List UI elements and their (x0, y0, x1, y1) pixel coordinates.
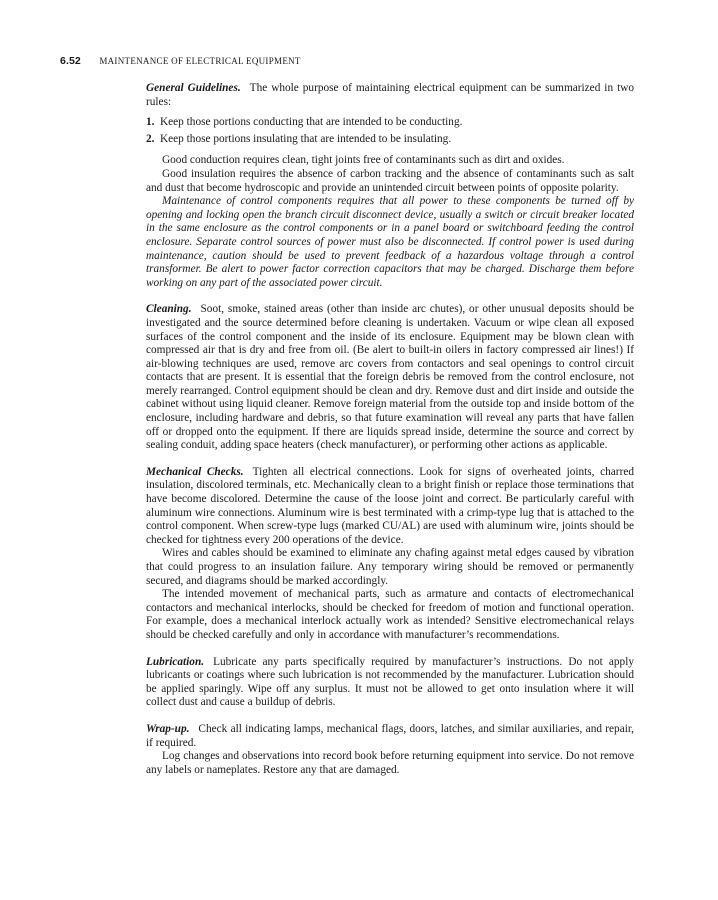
rule-number: 2. (146, 132, 155, 145)
rule-item (146, 116, 634, 130)
conduction-paragraph: Good conduction requires clean, tight joints free of contaminants such as dirt and oxides. (162, 154, 565, 167)
page-number: 6.52 (60, 55, 81, 67)
insulation-paragraph: Good insulation requires the absence of carbon tracking and the absence of contaminants such as salt and dust that become hydroscopic and provide an unintended circuit between points of opposite polarity. (146, 167, 634, 194)
page-body (146, 82, 634, 777)
section-wrap-up (146, 723, 634, 777)
section-cleaning (146, 303, 634, 453)
section-mechanical-checks (146, 466, 634, 643)
section-heading-lubrication: Lubrication. (146, 655, 205, 668)
safety-warning-paragraph: Maintenance of control components requires that all power to these components be turned off by opening and locking open the branch circuit disconnect device, usually a switch or circuit breaker located in the same enclosure as the control components or in a panel board or switchboard feeding the control enclosure. Separate control sources of power must also be disconnected. If control power is used during maintenance, caution should be used to prevent feedback of a hazardous voltage through a control transformer. Be alert to power factor correction capacitors that may be charged. Discharge them before working on any part of the associated power circuit. (146, 195, 634, 289)
rule-item (146, 133, 634, 147)
section-heading-cleaning: Cleaning. (146, 303, 192, 316)
wrapup-paragraph-1 (146, 723, 634, 750)
cleaning-text: Soot, smoke, stained areas (other than inside arc chutes), or other unusual deposits should be investigated and the source determined before cleaning is undertaken. Vacuum or wipe clean all exposed surfaces of the control component and the inside of its enclosure. Equipment may be blown clean with compressed air that is dry and free from oil. (Be alert to built-in oilers in factory compressed air lines!) If air-blowing techniques are used, remove arc covers from contactors and seal openings to control circuit contacts that are present. It is essential that the foreign debris be removed from the control enclosure, not merely rearranged. Control equipment should be clean and dry. Remove dust and dirt inside and outside the cabinet without using liquid cleaner. Remove foreign material from the outside top and inside bottom of the enclosure, including hardware and debris, so that future examination will reveal any parts that have fallen off or dropped onto the equipment. If there are liquids spread inside, determine the source and correct by sealing conduit, adding space heaters (check manufacturer), or performing other actions as applicable. (146, 303, 634, 452)
rules-list (146, 116, 634, 146)
mechanical-paragraph-2: Wires and cables should be examined to eliminate any chafing against metal edges caused by vibration that could progress to an insulation failure. Any temporary wiring should be removed or permanently secured, and diagrams should be marked accordingly. (146, 547, 634, 587)
general-intro-paragraph (146, 82, 634, 109)
rule-text: Keep those portions conducting that are intended to be conducting. (160, 116, 463, 129)
mechanical-paragraph-1 (146, 466, 634, 548)
running-head (60, 55, 660, 69)
cleaning-paragraph (146, 303, 634, 453)
lubrication-text: Lubricate any parts specifically required by manufacturer’s instructions. Do not apply lubricants or coatings where such lubrication is not recommended by the manufacturer. Lubrication should be applied sparingly. Wipe off any surplus. It must not be allowed to get onto insulation where it will collect dust and cause a buildup of debris. (146, 655, 634, 709)
rule-number: 1. (146, 116, 155, 129)
general-intro-text: The whole purpose of maintaining electrical equipment can be summarized in two rules: (146, 82, 635, 108)
rule-text: Keep those portions insulating that are intended to be insulating. (160, 132, 452, 145)
mechanical-text-1: Tighten all electrical connections. Look for signs of overheated joints, charred insulation, discolored terminals, etc. Mechanically clean to a bright finish or replace those terminations that have become discolored. Determine the cause of the loose joint and correct. Be particularly careful with aluminum wire connections. Aluminum wire is best terminated with a crimp-type lug that is attached to the control component. When screw-type lugs (marked CU/AL) are used with aluminum wire, joints should be checked for tightness every 200 operations of the device. (146, 465, 634, 546)
section-general-guidelines (146, 82, 634, 290)
wrapup-paragraph-2: Log changes and observations into record book before returning equipment into service. Do not remove any labels or nameplates. Restore any that are damaged. (146, 750, 634, 776)
section-heading-general: General Guidelines. (146, 82, 241, 94)
lubrication-paragraph (146, 656, 634, 710)
section-heading-mechanical: Mechanical Checks. (146, 465, 244, 478)
section-lubrication (146, 656, 634, 710)
wrapup-text-1: Check all indicating lamps, mechanical flags, doors, latches, and similar auxiliaries, and repair, if required. (146, 722, 634, 749)
chapter-title: MAINTENANCE OF ELECTRICAL EQUIPMENT (99, 56, 301, 66)
section-heading-wrapup: Wrap-up. (146, 722, 190, 735)
mechanical-paragraph-3: The intended movement of mechanical parts, such as armature and contacts of electromechanical contactors and mechanical interlocks, should be checked for freedom of motion and functional operation. For example, does a mechanical interlock actually work as intended? Sensitive electromechanical relays should be checked carefully and only in accordance with manufacturer’s recommendations. (146, 588, 634, 641)
